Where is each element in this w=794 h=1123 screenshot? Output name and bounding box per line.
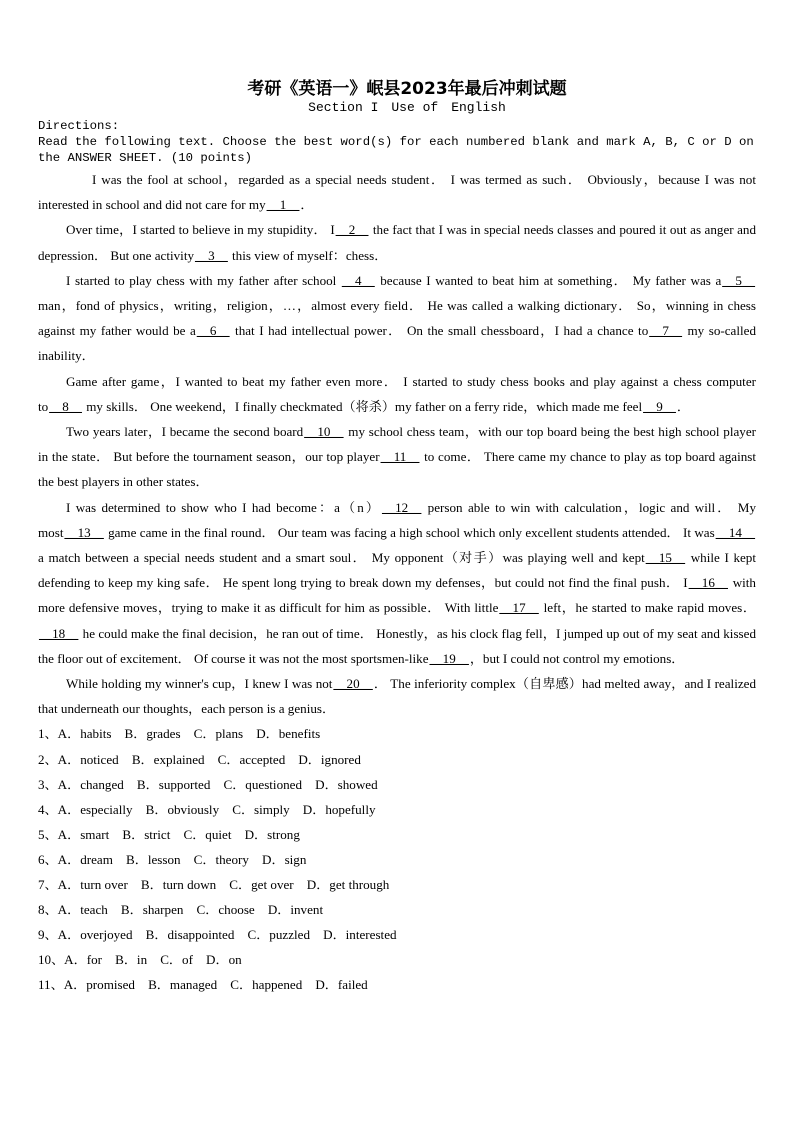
answer-blank: __16__ [688, 575, 728, 591]
passage-text: I was the fool at school，regarded as a special needs student． I was termed as such． Obviously，because I was not interested in school and did not care for my [38, 172, 756, 213]
question-item: 4、A．especially B．obviously C．simply D．hopefully [38, 801, 376, 817]
directions-text: Read the following text. Choose the best word(s) for each numbered blank and mark A, B, C or D on the ANSWER SHEET. (10 points) [38, 135, 754, 165]
answer-blank: __12__ [382, 499, 422, 515]
passage-paragraph [38, 419, 756, 495]
question-item: 8、A．teach B．sharpen C．choose D．invent [38, 902, 324, 918]
question-item: 9、A．overjoyed B．disappointed C．puzzled D．interested [38, 927, 397, 943]
passage-paragraph [38, 671, 756, 721]
passage-text: to come． There came my chance to play as top board against the best players in other states． [38, 449, 756, 490]
passage-text: Over time，I started to believe in my stupidity． I [66, 222, 335, 238]
answer-blank: __9__ [643, 398, 676, 414]
passage-paragraph [38, 217, 756, 267]
passage-text: that I had intellectual power． On the small chessboard，I had a chance to [230, 323, 649, 339]
passage-paragraph [38, 268, 756, 369]
answer-blank: __13__ [64, 524, 104, 540]
passage-text: he could make the final decision，he ran out of time． Honestly，as his clock flag fell，I jumped up out of my seat and kissed the floor out of excitement． Of course it was not the most sportsmen-like [38, 625, 756, 666]
question-item: 11、A．promised B．managed C．happened D．failed [38, 977, 368, 993]
passage-text: ． [676, 398, 690, 414]
answer-blank: __18__ [39, 625, 79, 641]
passage-text: I started to play chess with my father after school [66, 272, 341, 288]
answer-blank: __10__ [304, 424, 344, 440]
passage-text: with more defensive moves，trying to make it as difficult for him as possible． With little [38, 575, 756, 616]
answer-blank: __19__ [429, 650, 469, 666]
passage-text: man，fond of physics，writing，religion，…，almost every field． He was called a walking dictionary． So，winning in chess against my father would be a [38, 298, 756, 339]
passage-text: game came in the final round． Our team was facing a high school which only excellent students attended． It was [104, 524, 715, 540]
question-list [38, 721, 756, 997]
passage-text: While holding my winner's cup，I knew I was not [66, 676, 333, 692]
section-heading: Section I Use of English [308, 100, 506, 115]
answer-blank: __4__ [341, 272, 375, 288]
answer-blank: __15__ [645, 550, 686, 566]
passage-text: ． [300, 197, 314, 213]
passage-text: my school chess team，with our top board being the best high school player in the state． But before the tournament season，our top player [38, 424, 756, 465]
answer-blank: __17__ [499, 600, 539, 616]
document-page [38, 78, 756, 998]
passage-text: person able to win with calculation，logic and will． My most [38, 499, 756, 540]
passage-text: ． The inferiority complex（自卑感）had melted away，and I realized that underneath our thoughts，each person is a genius． [38, 676, 757, 717]
directions-label: Directions: [38, 119, 120, 133]
passage-text: ，but I could not control my emotions． [469, 650, 685, 666]
answer-blank: __1__ [266, 197, 300, 213]
passage-text: my so-called inability． [38, 323, 756, 364]
answer-blank: __14__ [715, 524, 755, 540]
question-item: 1、A．habits B．grades C．plans D．benefits [38, 726, 321, 742]
answer-blank: __6__ [196, 323, 230, 339]
passage-paragraph [38, 167, 756, 217]
answer-blank: __3__ [195, 247, 228, 263]
question-item: 2、A．noticed B．explained C．accepted D．ignored [38, 751, 361, 767]
passage-text: while I kept defending to keep my king safe． He spent long trying to break down my defenses，but could not find the final push． I [38, 550, 756, 591]
passage-text: a match between a special needs student and a smart soul． My opponent（对手）was playing well and kept [38, 550, 645, 566]
passage-text: left，he started to make rapid moves． [539, 600, 757, 616]
passage-text: this view of myself：chess． [228, 247, 388, 263]
passage-paragraph [38, 495, 756, 671]
reading-passage [38, 167, 756, 721]
answer-blank: __2__ [335, 222, 369, 238]
passage-text: my skills． One weekend，I finally checkmated（将杀）my father on a ferry ride，which made me feel [82, 398, 643, 414]
passage-text: the fact that I was in special needs classes and poured it out as anger and depression． But one activity [38, 222, 756, 263]
passage-paragraph [38, 369, 756, 419]
passage-text: I was determined to show who I had become：a（n） [66, 499, 382, 515]
question-item: 5、A．smart B．strict C．quiet D．strong [38, 826, 300, 842]
document-title: 考研《英语一》岷县2023年最后冲刺试题 [247, 79, 567, 99]
answer-blank: __5__ [722, 272, 755, 288]
answer-blank: __11__ [380, 449, 420, 465]
question-item: 6、A．dream B．lesson C．theory D．sign [38, 851, 307, 867]
passage-text: because I wanted to beat him at something． My father was a [375, 272, 722, 288]
question-item: 10、A．for B．in C．of D．on [38, 952, 242, 968]
answer-blank: __8__ [49, 398, 82, 414]
question-item: 7、A．turn over B．turn down C．get over D．get through [38, 877, 390, 893]
passage-text: Game after game，I wanted to beat my father even more． I started to study chess books and play against a chess computer to [38, 373, 756, 414]
question-item: 3、A．changed B．supported C．questioned D．showed [38, 776, 378, 792]
passage-text: Two years later，I became the second board [66, 424, 304, 440]
answer-blank: __20__ [333, 676, 373, 692]
answer-blank: __7__ [649, 323, 682, 339]
